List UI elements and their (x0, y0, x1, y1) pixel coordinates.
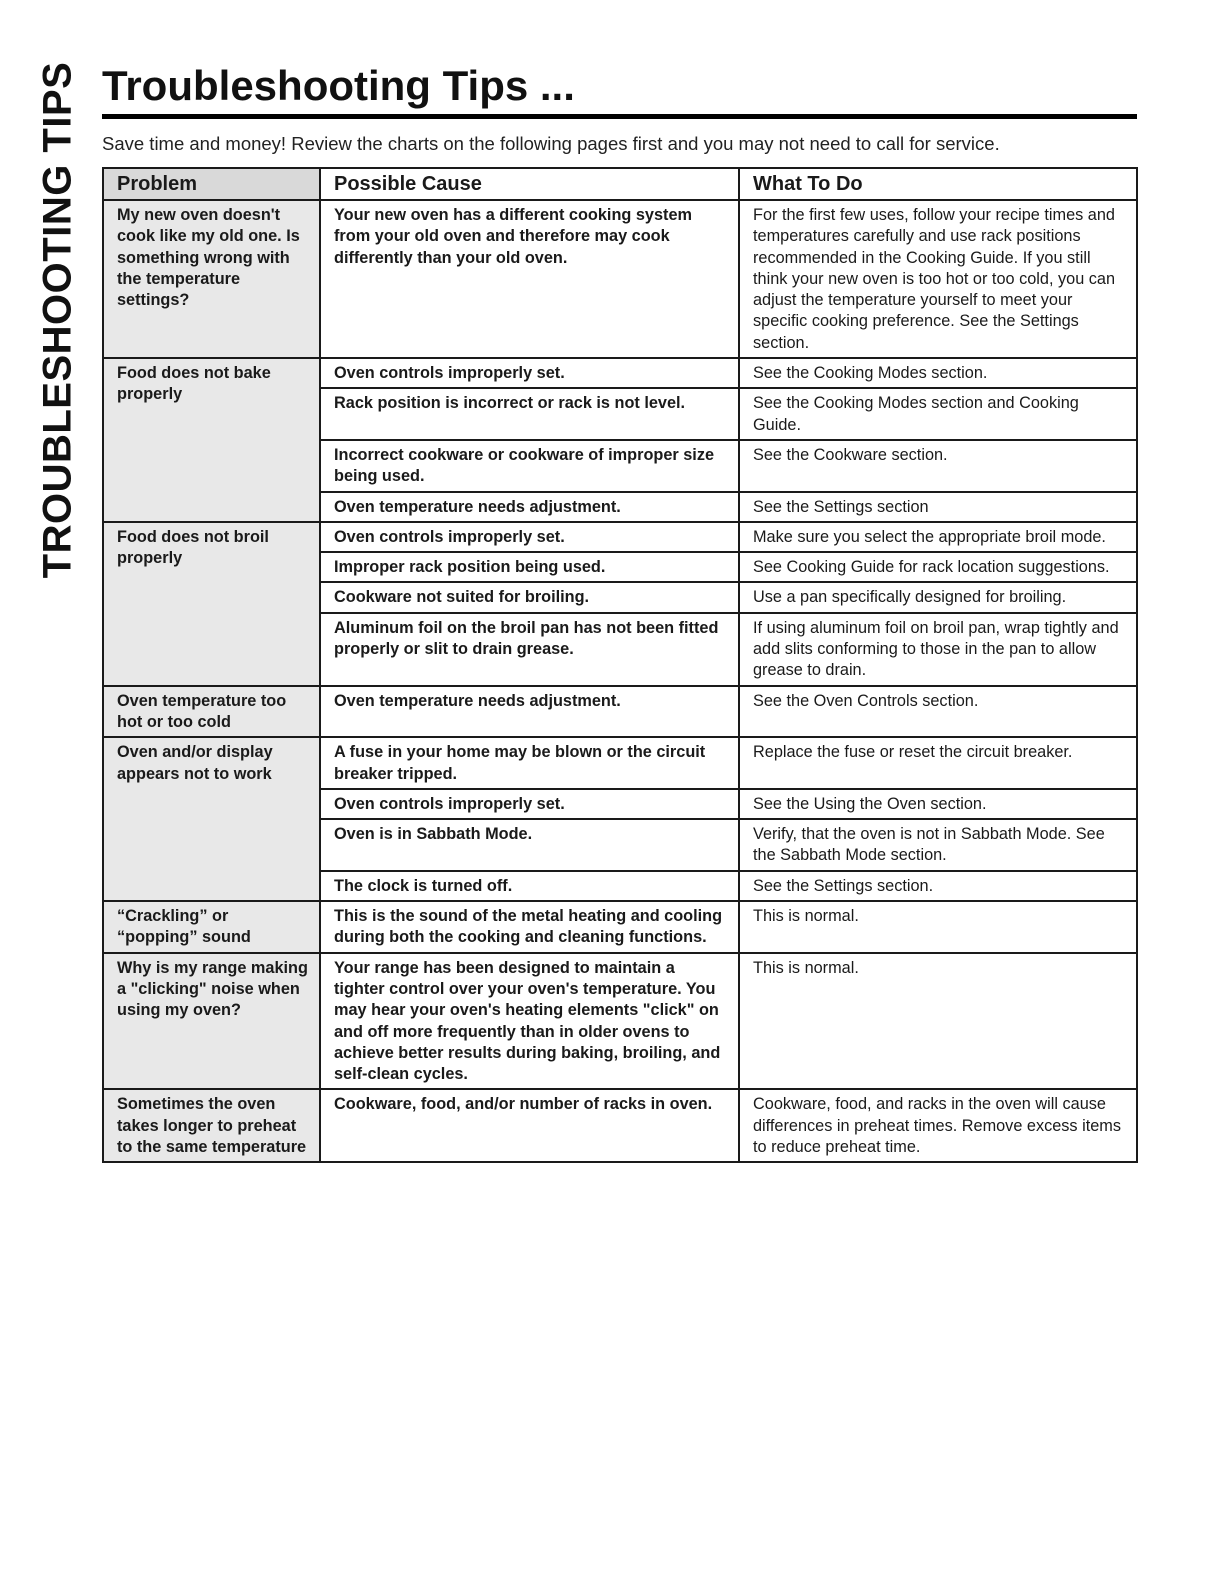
problem-cell: Food does not broil properly (103, 522, 320, 686)
side-tab-label: TROUBLESHOOTING TIPS (35, 61, 80, 579)
what-to-do-cell: See the Using the Oven section. (739, 789, 1137, 819)
what-to-do-cell: Cookware, food, and racks in the oven will cause differences in preheat times. Remove excess items to reduce preheat time. (739, 1089, 1137, 1162)
what-to-do-cell: See the Oven Controls section. (739, 686, 1137, 738)
table-row (103, 901, 1137, 953)
what-to-do-cell: Verify, that the oven is not in Sabbath Mode. See the Sabbath Mode section. (739, 819, 1137, 871)
what-to-do-cell: See the Cooking Modes section. (739, 358, 1137, 388)
cause-cell: Your range has been designed to maintain a tighter control over your oven's temperature. You may hear your oven's heating elements "click" on and off more frequently than in older ovens to achieve better results during baking, broiling, and self-clean cycles. (320, 953, 739, 1090)
header-problem: Problem (103, 168, 320, 200)
what-to-do-cell: See the Cooking Modes section and Cooking Guide. (739, 388, 1137, 440)
cause-cell: Aluminum foil on the broil pan has not been fitted properly or slit to drain grease. (320, 613, 739, 686)
table-row (103, 522, 1137, 552)
problem-cell: Oven temperature too hot or too cold (103, 686, 320, 738)
problem-cell: Food does not bake properly (103, 358, 320, 522)
what-to-do-cell: For the first few uses, follow your recipe times and temperatures carefully and use rack positions recommended in the Cooking Guide. If you still think your new oven is too hot or too cold, you can adjust the temperature yourself to meet your specific cooking preference. See the Settings section. (739, 200, 1137, 358)
table-header-row (103, 168, 1137, 200)
what-to-do-cell: See the Settings section (739, 492, 1137, 522)
intro-text: Save time and money! Review the charts on the following pages first and you may not need to call for service. (102, 133, 1000, 154)
cause-cell: This is the sound of the metal heating and cooling during both the cooking and cleaning functions. (320, 901, 739, 953)
cause-cell: The clock is turned off. (320, 871, 739, 901)
what-to-do-cell: Use a pan specifically designed for broiling. (739, 582, 1137, 612)
problem-cell: Why is my range making a "clicking" noise when using my oven? (103, 953, 320, 1090)
what-to-do-cell: If using aluminum foil on broil pan, wrap tightly and add slits conforming to those in the pan to allow grease to drain. (739, 613, 1137, 686)
cause-cell: Your new oven has a different cooking system from your old oven and therefore may cook differently than your old oven. (320, 200, 739, 358)
cause-cell: Cookware not suited for broiling. (320, 582, 739, 612)
table-row (103, 686, 1137, 738)
troubleshooting-table (102, 167, 1138, 1163)
what-to-do-cell: See Cooking Guide for rack location suggestions. (739, 552, 1137, 582)
side-tab (10, 60, 106, 580)
cause-cell: Oven is in Sabbath Mode. (320, 819, 739, 871)
cause-cell: Incorrect cookware or cookware of improper size being used. (320, 440, 739, 492)
cause-cell: Oven controls improperly set. (320, 358, 739, 388)
table-row (103, 953, 1137, 1090)
cause-cell: Oven temperature needs adjustment. (320, 492, 739, 522)
table-row (103, 737, 1137, 789)
page-title: Troubleshooting Tips ... (102, 62, 575, 109)
what-to-do-cell: This is normal. (739, 901, 1137, 953)
what-to-do-cell: See the Cookware section. (739, 440, 1137, 492)
title-divider (102, 114, 1137, 119)
header-todo: What To Do (739, 168, 1137, 200)
cause-cell: Improper rack position being used. (320, 552, 739, 582)
cause-cell: Rack position is incorrect or rack is not level. (320, 388, 739, 440)
what-to-do-cell: Replace the fuse or reset the circuit breaker. (739, 737, 1137, 789)
cause-cell: Oven controls improperly set. (320, 522, 739, 552)
table-row (103, 358, 1137, 388)
problem-cell: Sometimes the oven takes longer to preheat to the same temperature (103, 1089, 320, 1162)
cause-cell: Cookware, food, and/or number of racks in oven. (320, 1089, 739, 1162)
what-to-do-cell: Make sure you select the appropriate broil mode. (739, 522, 1137, 552)
table-row (103, 200, 1137, 358)
cause-cell: A fuse in your home may be blown or the circuit breaker tripped. (320, 737, 739, 789)
what-to-do-cell: This is normal. (739, 953, 1137, 1090)
problem-cell: “Crackling” or “popping” sound (103, 901, 320, 953)
problem-cell: Oven and/or display appears not to work (103, 737, 320, 901)
cause-cell: Oven temperature needs adjustment. (320, 686, 739, 738)
what-to-do-cell: See the Settings section. (739, 871, 1137, 901)
header-cause: Possible Cause (320, 168, 739, 200)
table-body (103, 200, 1137, 1162)
cause-cell: Oven controls improperly set. (320, 789, 739, 819)
table-row (103, 1089, 1137, 1162)
problem-cell: My new oven doesn't cook like my old one. Is something wrong with the temperature settings? (103, 200, 320, 358)
